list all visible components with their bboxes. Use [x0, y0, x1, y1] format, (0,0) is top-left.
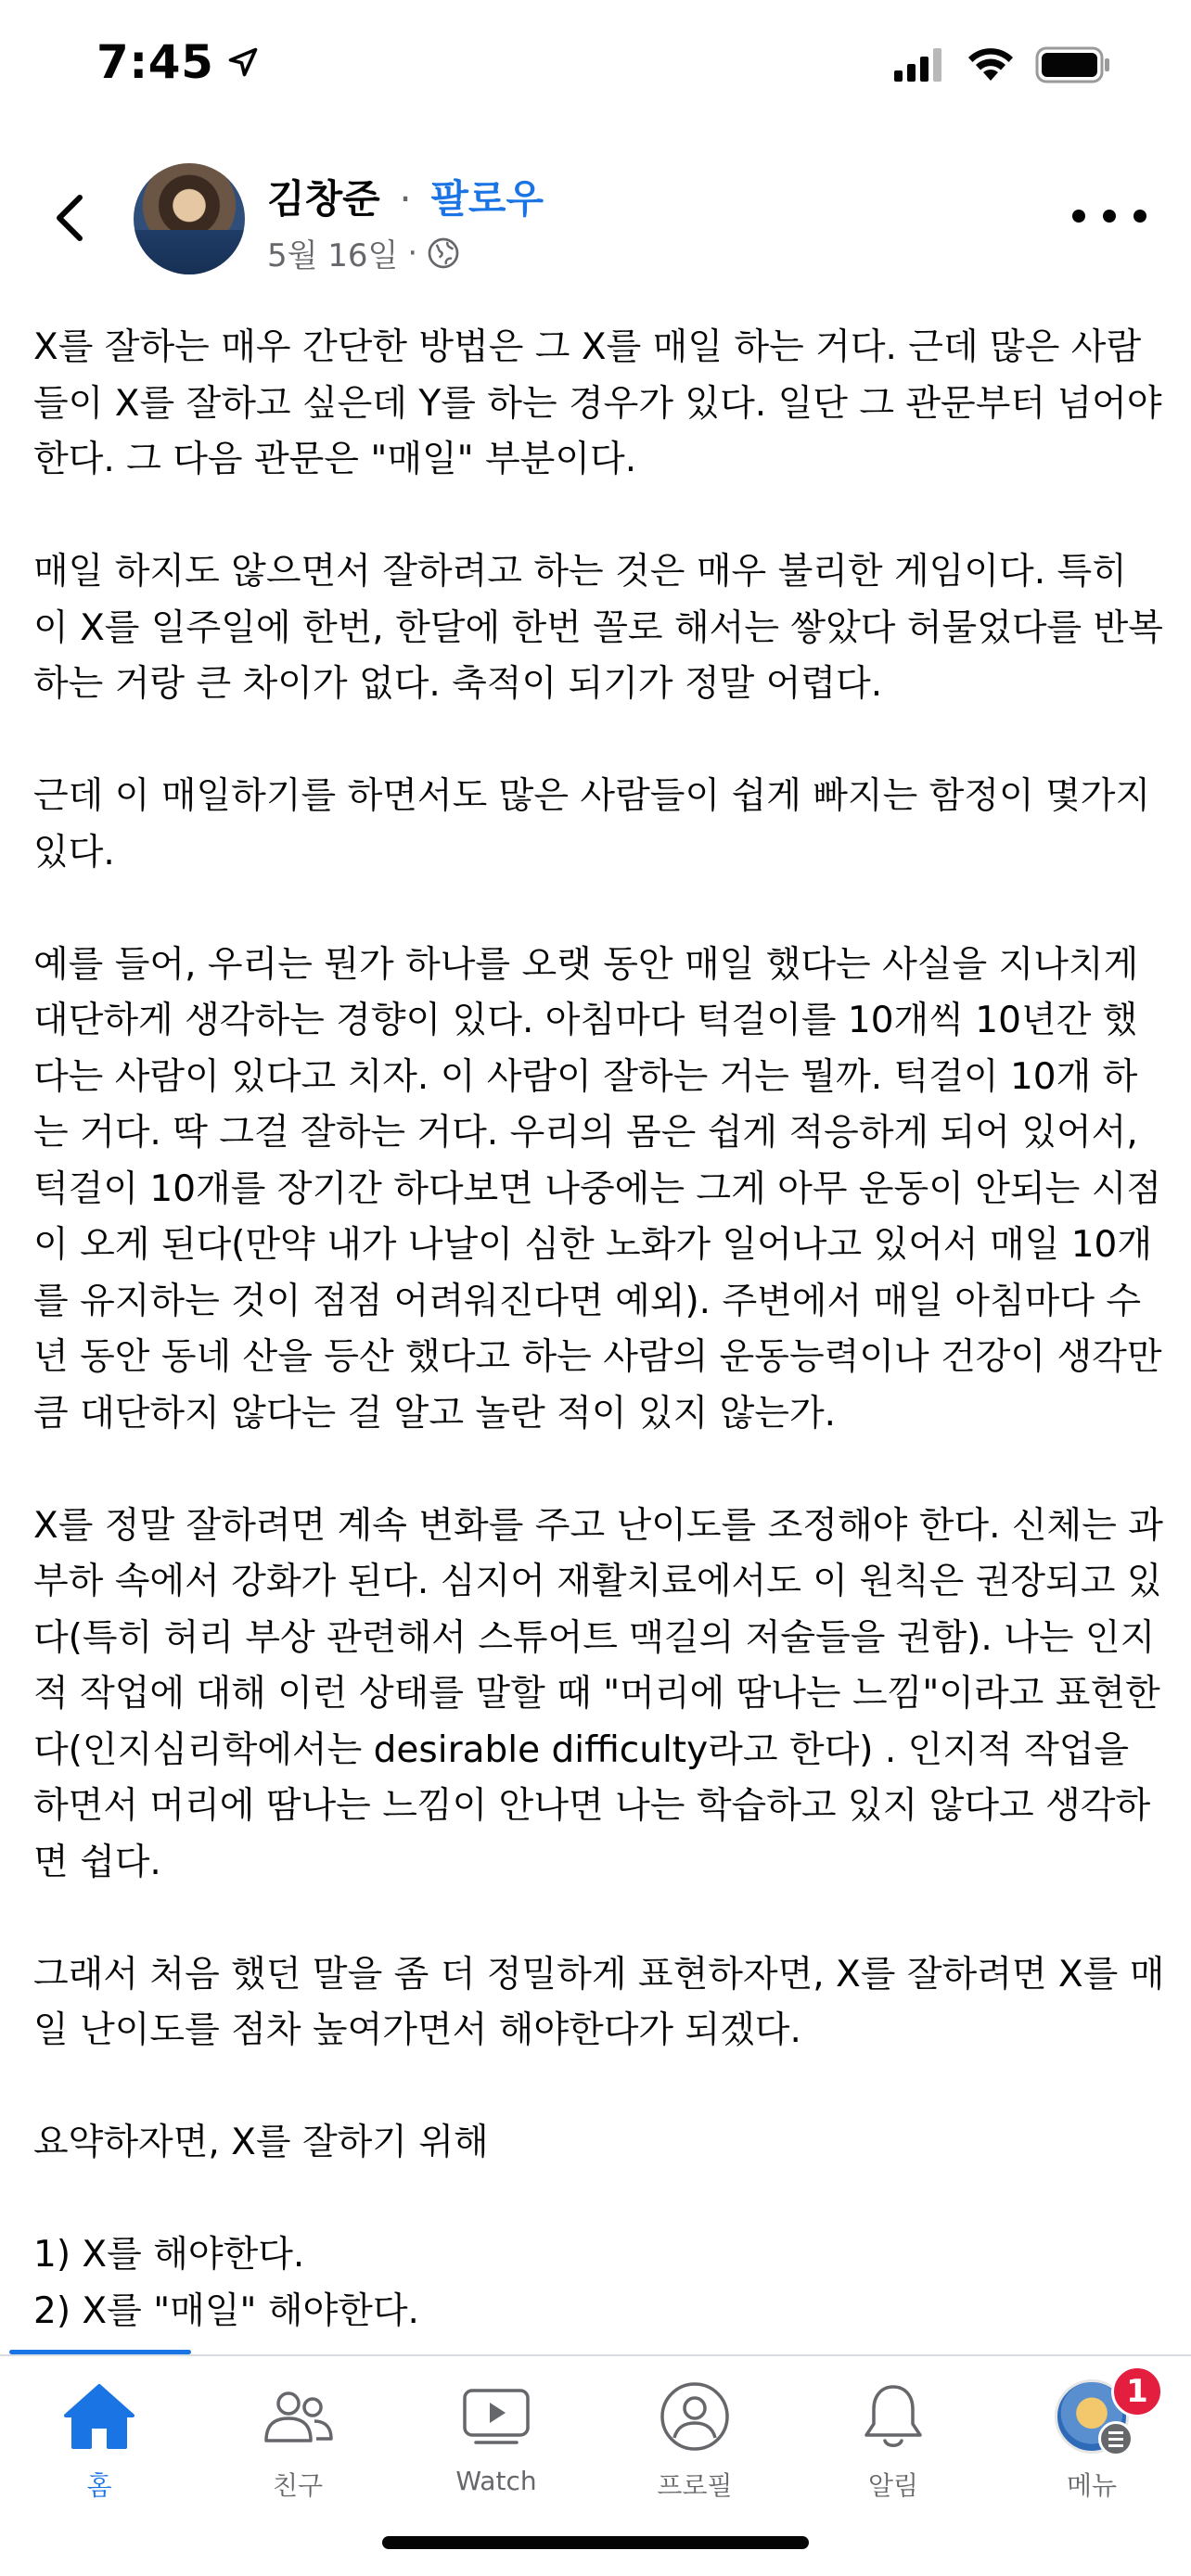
post-paragraph: 근데 이 매일하기를 하면서도 많은 사람들이 쉽게 빠지는 함정이 몇가지 있다. [33, 775, 1151, 874]
more-dot-icon [1072, 210, 1085, 223]
follow-button[interactable]: 팔로우 [430, 176, 544, 222]
author-avatar[interactable] [134, 163, 245, 274]
status-time-group [96, 35, 260, 89]
post-header [0, 158, 1191, 278]
wifi-icon [967, 47, 1015, 83]
home-icon [58, 2375, 141, 2458]
tab-label: Watch [455, 2466, 537, 2496]
tab-profile[interactable] [596, 2356, 794, 2542]
tab-label: 메뉴 [1066, 2470, 1118, 2501]
author-name[interactable]: 김창준 [267, 176, 380, 222]
status-icons [894, 46, 1111, 83]
tab-home[interactable] [0, 2356, 198, 2542]
friends-icon [256, 2375, 339, 2458]
battery-icon [1035, 46, 1111, 83]
tab-menu[interactable] [992, 2356, 1191, 2542]
bottom-tab-bar [0, 2356, 1191, 2542]
location-arrow-icon [226, 45, 260, 79]
tab-label: 홈 [86, 2470, 112, 2501]
post-body [33, 320, 1165, 2351]
post-paragraph: X를 정말 잘하려면 계속 변화를 주고 난이도를 조정해야 한다. 신체는 과부하 속에서 강화가 된다. 심지어 재활치료에서도 이 원칙은 권장되고 있다(특히 허리 부상 관련해서 스튜어트 맥길의 저술들을 권함). 나는 인지적 작업에 대해 이런 상태를 말할 때 "머리에 땀나는 느낌"이라고 표현한다(인지심리학에서는 desirable difficulty라고 한다) . 인지적 작업을 하면서 머리에 땀나는 느낌이 안나면 나는 학습하고 있지 않다고 생각하면 쉽다. [33, 1504, 1163, 1883]
post-paragraph: 매일 하지도 않으면서 잘하려고 하는 것은 매우 불리한 게임이다. 특히 이 X를 일주일에 한번, 한달에 한번 꼴로 해서는 쌓았다 허물었다를 반복하는 거랑 큰 차이가 없다. 축적이 되기가 정말 어렵다. [33, 551, 1163, 705]
author-line [267, 169, 544, 224]
more-dot-icon [1103, 210, 1116, 223]
tab-friends[interactable] [198, 2356, 397, 2542]
bell-icon [852, 2375, 935, 2458]
status-bar [0, 0, 1191, 130]
more-dot-icon [1133, 210, 1146, 223]
cellular-signal-icon [894, 48, 946, 82]
globe-icon [427, 236, 460, 270]
watch-icon [455, 2375, 538, 2458]
home-indicator[interactable] [382, 2536, 809, 2549]
notification-badge: 1 [1111, 2366, 1163, 2417]
post-meta [267, 230, 460, 275]
tab-label: 프로필 [657, 2470, 733, 2501]
post-paragraph: X를 잘하는 매우 간단한 방법은 그 X를 매일 하는 거다. 근데 많은 사람들이 X를 잘하고 싶은데 Y를 하는 경우가 있다. 일단 그 관문부터 넘어야 한다. 그 다음 관문은 "매일" 부분이다. [33, 326, 1162, 480]
tab-watch[interactable] [397, 2356, 596, 2542]
post-date[interactable]: 5월 16일 [267, 237, 399, 274]
author-separator: · [399, 176, 412, 222]
tab-label: 친구 [272, 2470, 324, 2501]
chevron-left-icon [52, 192, 89, 244]
more-options-button[interactable] [1072, 202, 1146, 230]
status-time: 7:45 [96, 35, 214, 89]
back-button[interactable] [43, 185, 98, 250]
post-paragraph: 요약하자면, X를 잘하기 위해 [33, 2122, 489, 2163]
profile-icon [653, 2375, 736, 2458]
menu-lines-icon [1098, 2421, 1133, 2456]
list-item: 1) X를 해야한다. [33, 2234, 305, 2276]
tab-label: 알림 [867, 2470, 919, 2501]
tab-notifications[interactable] [794, 2356, 992, 2542]
list-item: 2) X를 "매일" 해야한다. [33, 2289, 419, 2332]
post-paragraph: 그래서 처음 했던 말을 좀 더 정밀하게 표현하자면, X를 잘하려면 X를 매일 난이도를 점차 높여가면서 해야한다가 되겠다. [33, 1953, 1165, 2051]
meta-separator: · [407, 234, 418, 272]
post-paragraph: 예를 들어, 우리는 뭔가 하나를 오랫 동안 매일 했다는 사실을 지나치게 대단하게 생각하는 경향이 있다. 아침마다 턱걸이를 10개씩 10년간 했다는 사람이 있다고 치자. 이 사람이 잘하는 거는 뭘까. 턱걸이 10개 하는 거다. 딱 그걸 잘하는 거다. 우리의 몸은 쉽게 적응하게 되어 있어서, 턱걸이 10개를 장기간 하다보면 나중에는 그게 아무 운동이 안되는 시점이 오게 된다(만약 내가 나날이 심한 노화가 일어나고 있어서 매일 10개를 유지하는 것이 점점 어려워진다면 예외). 주변에서 매일 아침마다 수년 동안 동네 산을 등산 했다고 하는 사람의 운동능력이나 건강이 생각만큼 대단하지 않다는 걸 알고 놀란 적이 있지 않는가. [33, 943, 1162, 1435]
